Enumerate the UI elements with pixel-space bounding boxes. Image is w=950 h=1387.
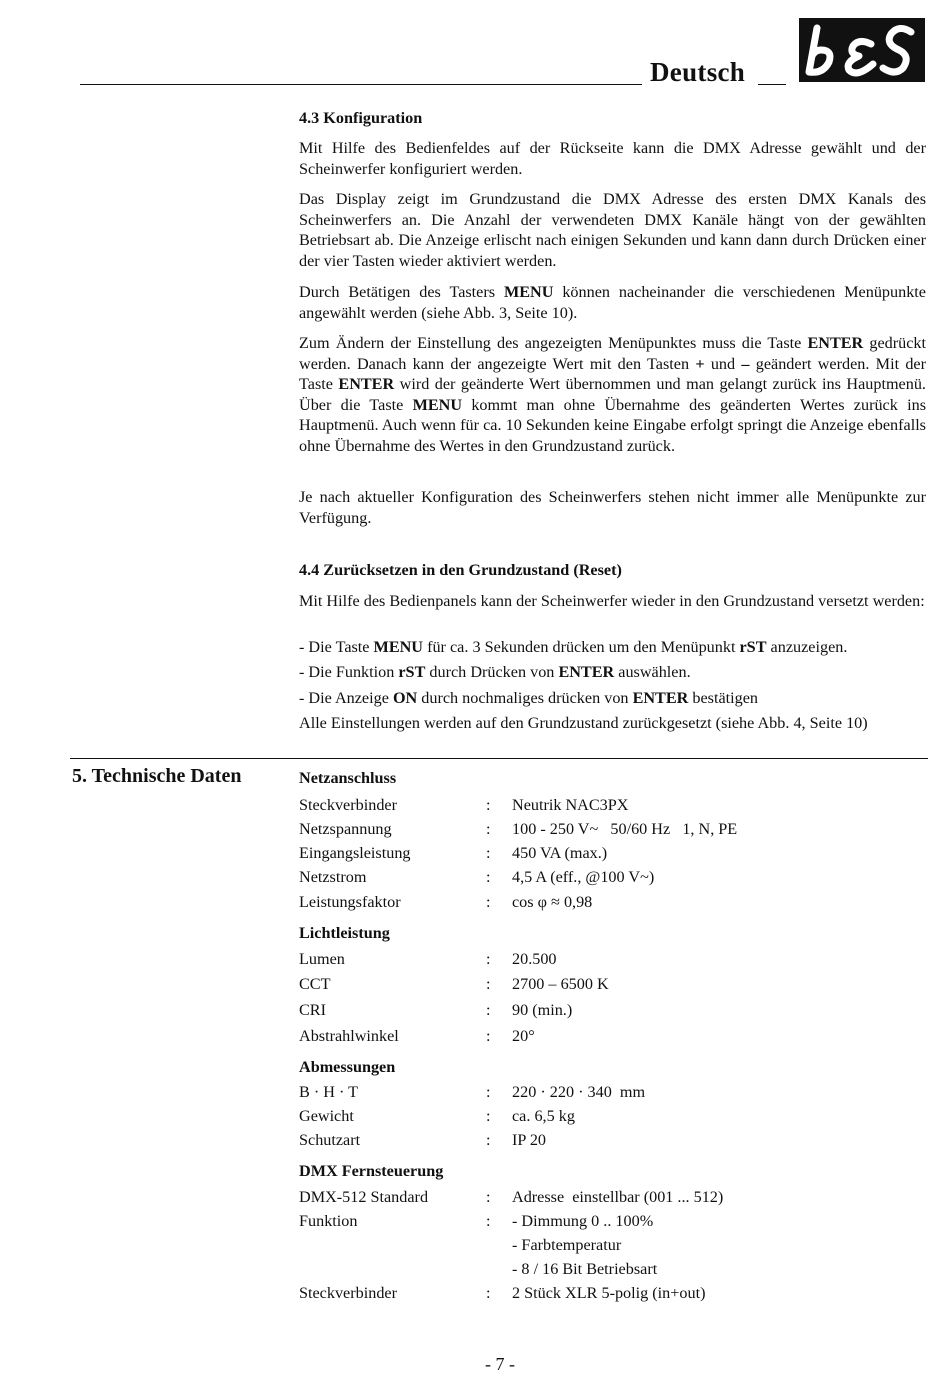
spec-label: DMX-512 Standard <box>299 1188 429 1206</box>
header-dash-rule <box>758 84 786 85</box>
spec-value: ca. 6,5 kg <box>512 1107 575 1125</box>
brand-logo <box>799 18 925 82</box>
spec-value: IP 20 <box>512 1131 547 1149</box>
spec-value: - 8 / 16 Bit Betriebsart <box>512 1260 658 1278</box>
page-number: - 7 - <box>485 1354 515 1374</box>
spec-label: B · H · T <box>299 1083 359 1101</box>
spec-value: 2700 – 6500 K <box>512 975 609 993</box>
spec-label: Steckverbinder <box>299 796 397 814</box>
spec-value: Neutrik NAC3PX <box>512 796 629 814</box>
section-4-4-step-2: - Die Funktion rST durch Drücken von ENTER auswählen. <box>299 663 691 681</box>
section-4-3-paragraph-3: Durch Betätigen des Tasters MENU können nacheinander die verschiedenen Menüpunkte angewählt werden (siehe Abb. 3, Seite 10). <box>299 283 926 322</box>
spec-label: CRI <box>299 1001 326 1019</box>
spec-label: Lumen <box>299 950 345 968</box>
spec-value: 90 (min.) <box>512 1001 573 1019</box>
spec-value: - Farbtemperatur <box>512 1236 622 1254</box>
spec-group-title: DMX Fernsteuerung <box>299 1162 444 1180</box>
spec-group-title: Lichtleistung <box>299 924 390 942</box>
spec-value: 20° <box>512 1027 535 1045</box>
spec-colon: : <box>486 950 491 968</box>
spec-colon: : <box>486 1188 491 1206</box>
section-4-4-step-3: - Die Anzeige ON durch nochmaliges drücken von ENTER bestätigen <box>299 689 759 707</box>
section-4-3-paragraph-5: Je nach aktueller Konfiguration des Scheinwerfers stehen nicht immer alle Menüpunkte zur Verfügung. <box>299 488 926 527</box>
spec-value: 2 Stück XLR 5-polig (in+out) <box>512 1284 706 1302</box>
spec-label: Gewicht <box>299 1107 354 1125</box>
spec-colon: : <box>486 844 491 862</box>
spec-colon: : <box>486 820 491 838</box>
spec-value: 450 VA (max.) <box>512 844 608 862</box>
spec-label: Eingangsleistung <box>299 844 411 862</box>
spec-colon: : <box>486 796 491 814</box>
section-4-3-title: 4.3 Konfiguration <box>299 109 423 127</box>
spec-label: Leistungsfaktor <box>299 893 401 911</box>
spec-value: 4,5 A (eff., @100 V~) <box>512 868 655 886</box>
spec-label: Abstrahlwinkel <box>299 1027 399 1045</box>
spec-value: Adresse einstellbar (001 ... 512) <box>512 1188 724 1206</box>
header-language: Deutsch <box>650 57 746 87</box>
spec-value: 220 · 220 · 340 mm <box>512 1083 646 1101</box>
section-5-rule <box>70 758 928 759</box>
spec-colon: : <box>486 1001 491 1019</box>
spec-colon: : <box>486 1027 491 1045</box>
spec-colon: : <box>486 1212 491 1230</box>
spec-value: 100 - 250 V~ 50/60 Hz 1, N, PE <box>512 820 738 838</box>
spec-label: Steckverbinder <box>299 1284 397 1302</box>
spec-colon: : <box>486 868 491 886</box>
spec-label: Funktion <box>299 1212 358 1230</box>
section-4-4-title: 4.4 Zurücksetzen in den Grundzustand (Reset) <box>299 561 622 579</box>
spec-colon: : <box>486 1083 491 1101</box>
spec-label: Netzstrom <box>299 868 367 886</box>
spec-value: 20.500 <box>512 950 557 968</box>
section-5-title: 5. Technische Daten <box>72 765 242 787</box>
spec-label: Schutzart <box>299 1131 361 1149</box>
section-4-4-outro: Alle Einstellungen werden auf den Grundzustand zurückgesetzt (siehe Abb. 4, Seite 10) <box>299 714 868 732</box>
spec-group-title: Netzanschluss <box>299 769 397 787</box>
spec-colon: : <box>486 1107 491 1125</box>
header-rule <box>80 84 642 85</box>
spec-group-title: Abmessungen <box>299 1058 396 1076</box>
spec-value: - Dimmung 0 .. 100% <box>512 1212 654 1230</box>
section-4-3-paragraph-4: Zum Ändern der Einstellung des angezeigten Menüpunktes muss die Taste ENTER gedrückt werden. Danach kann der angezeigte Wert mit den Tasten + und – geändert werden. Mit der Taste ENTER wird der geänderte Wert übernommen und man gelangt zurück ins Hauptmenü. Über die Taste MENU kommt man ohne Übernahme des geänderten Wertes zurück ins Hauptmenü. Auch wenn für ca. 10 Sekunden keine Eingabe erfolgt springt die Anzeige ebenfalls ohne Übernahme des Wertes in den Grundzustand zurück. <box>299 334 927 455</box>
spec-label: Netzspannung <box>299 820 392 838</box>
section-4-3-paragraph-1: Mit Hilfe des Bedienfeldes auf der Rückseite kann die DMX Adresse gewählt und der Scheinwerfer konfiguriert werden. <box>299 139 926 178</box>
spec-colon: : <box>486 975 491 993</box>
section-4-4-intro: Mit Hilfe des Bedienpanels kann der Scheinwerfer wieder in den Grundzustand versetzt werden: <box>299 592 925 610</box>
spec-colon: : <box>486 893 491 911</box>
spec-colon: : <box>486 1284 491 1302</box>
section-4-4-step-1: - Die Taste MENU für ca. 3 Sekunden drücken um den Menüpunkt rST anzuzeigen. <box>299 638 848 656</box>
spec-value: cos φ ≈ 0,98 <box>512 893 593 911</box>
spec-colon: : <box>486 1131 491 1149</box>
spec-label: CCT <box>299 975 331 993</box>
section-4-3-paragraph-2: Das Display zeigt im Grundzustand die DMX Adresse des ersten DMX Kanals des Scheinwerfers an. Die Anzahl der verwendeten DMX Kanäle hängt von der gewählten Betriebsart ab. Die Anzeige erlischt nach einigen Sekunden und kann dann durch Drücken einer der vier Tasten wieder aktiviert werden. <box>299 190 926 270</box>
